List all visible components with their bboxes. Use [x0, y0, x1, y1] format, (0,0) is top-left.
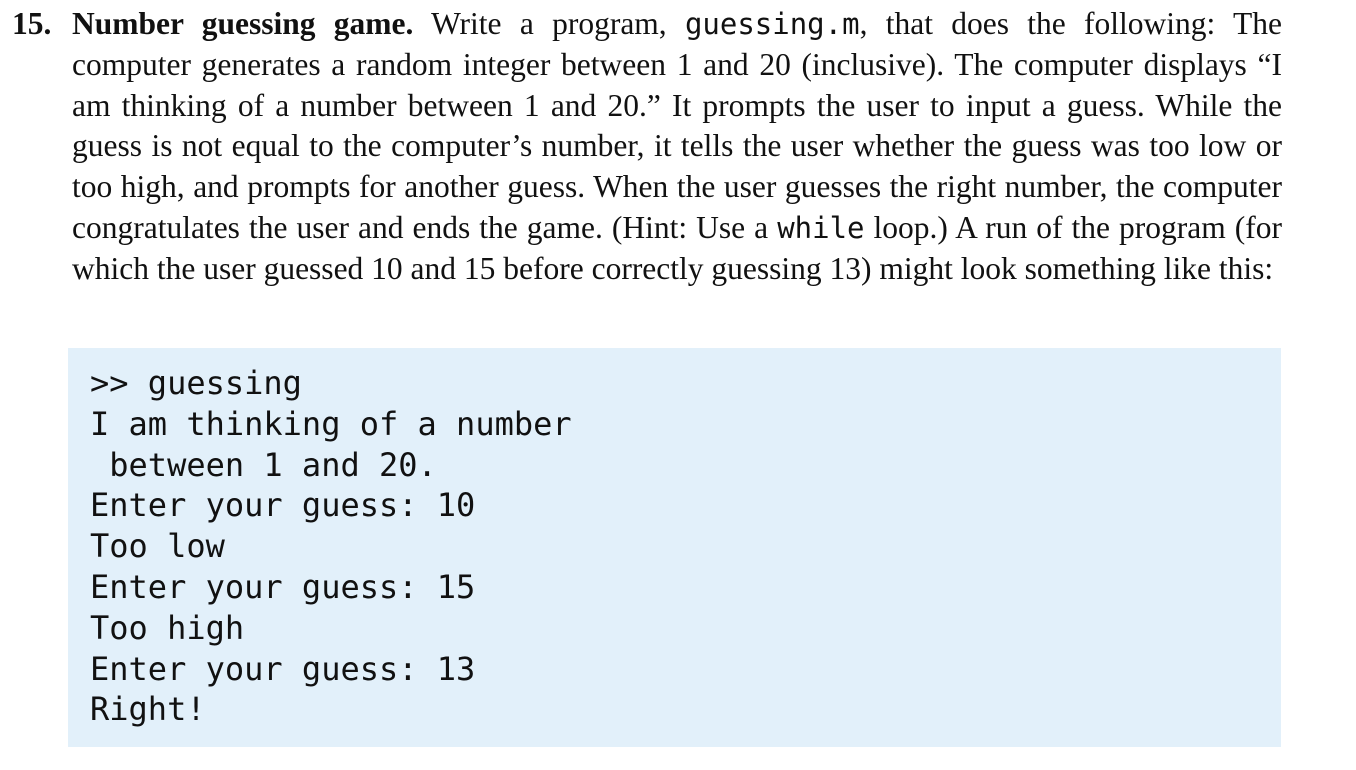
code-line-command: >> guessing	[90, 364, 302, 402]
sample-run-code-block	[68, 348, 1281, 747]
code-line-guess-1: Enter your guess: 10	[90, 486, 476, 525]
code-line-intro-2: between 1 and 20.	[90, 445, 437, 484]
exercise-prose	[12, 4, 1282, 290]
code-line-feedback-2: Too high	[90, 608, 245, 647]
exercise-text-part-1: Write a program,	[413, 6, 685, 41]
code-line-guess-2: Enter your guess: 15	[90, 567, 476, 606]
keyword-code: while	[777, 210, 865, 245]
exercise-text-part-2: , that does the following: The computer generates a random integer between 1 and 20 (inclusive). The computer displays “I am thinking of a number between 1 and 20.” It prompts the user to input a guess. While the guess is not equal to the computer’s number, it tells the user whether the guess was too low or too high, and prompts for another guess. When the user guesses the right number, the computer congratulates the user and ends the game. (Hint: Use a	[72, 6, 1282, 245]
sample-run-output	[90, 363, 1281, 730]
code-line-result: Right!	[90, 690, 206, 729]
filename-code: guessing.m	[684, 7, 860, 41]
code-line-guess-3: Enter your guess: 13	[90, 649, 476, 688]
exercise-title: Number guessing game.	[72, 6, 414, 41]
exercise-number: 15.	[12, 6, 52, 41]
code-line-feedback-1: Too low	[90, 527, 225, 566]
code-line-intro-1: I am thinking of a number	[90, 404, 572, 443]
exercise-text-part-3: loop.) A run of the program (for which the user guessed 10 and 15 before correctly guessing 13) might look something like this:	[72, 209, 1282, 286]
